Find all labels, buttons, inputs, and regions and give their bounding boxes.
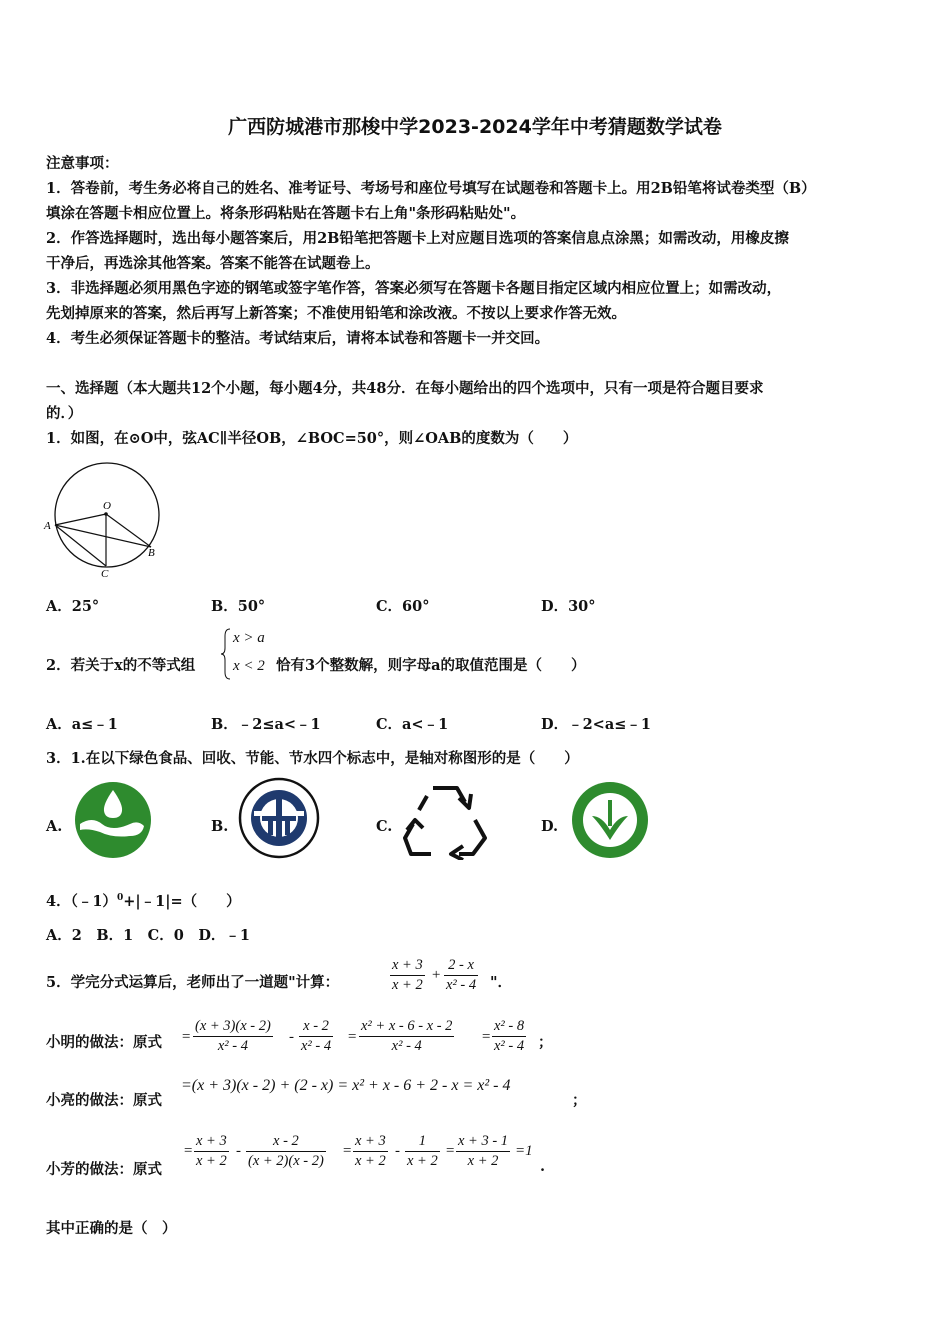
option-d: D. xyxy=(541,818,559,835)
notice-line: 3．非选择题必须用黑色字迹的钢笔或签字笔作答，答案必须写在答题卡各题目指定区域内相应位置上；如需改动， xyxy=(46,280,782,297)
label-b: B xyxy=(148,547,155,559)
plus-sign: + xyxy=(431,967,442,983)
option-b: B．50° xyxy=(211,598,266,615)
option-a: A. xyxy=(46,818,63,835)
notice-line: 先划掉原来的答案，然后再写上新答案；不准使用铅笔和涂改液。不按以上要求作答无效。 xyxy=(46,305,626,322)
question-1-stem: 1．如图，在⊙O中，弦AC∥半径OB，∠BOC=50°，则∠OAB的度数为（ ） xyxy=(46,430,578,447)
xiaoliang-label: 小亮的做法：原式 xyxy=(46,1092,162,1109)
semicolon: ； xyxy=(538,1034,553,1051)
energy-saving-logo-icon xyxy=(238,777,320,859)
equals-sign: = xyxy=(183,1143,194,1159)
question-2-stem-a: 2．若关于x的不等式组 xyxy=(46,657,196,674)
equals-sign: = xyxy=(342,1143,353,1159)
notice-line: 1．答卷前，考生务必将自己的姓名、准考证号、考场号和座位号填写在试题卷和答题卡上。用2B铅笔将试卷类型（B） xyxy=(46,180,816,197)
label-c: C xyxy=(101,568,109,580)
equals-sign: = xyxy=(481,1029,492,1045)
equals-sign: = xyxy=(347,1029,358,1045)
equals-sign: = xyxy=(445,1143,456,1159)
option-b: B. xyxy=(211,818,229,835)
notice-line: 2．作答选择题时，选出每小题答案后，用2B铅笔把答题卡上对应题目选项的答案信息点涂黑；如需改动，用橡皮擦 xyxy=(46,230,789,247)
minus-sign: - xyxy=(236,1143,241,1159)
minus-sign: - xyxy=(395,1143,400,1159)
result: =1 xyxy=(515,1143,533,1159)
period: . xyxy=(540,1158,546,1175)
xiaoming-label: 小明的做法：原式 xyxy=(46,1034,162,1051)
question-5-stem-b: "． xyxy=(490,974,513,991)
xiaofang-label: 小芳的做法：原式 xyxy=(46,1161,162,1178)
fraction: $\frac{x - 2}{(x + 2)(x - 2)}$ xyxy=(248,1133,324,1169)
option-c: C. xyxy=(376,818,393,835)
option-b: B．﹣2≤a<﹣1 xyxy=(211,716,321,733)
fraction: $\frac{\text{x² + x - 6 - x - 2}}{\text{x² - 4}}$ xyxy=(361,1018,453,1054)
notice-line: 填涂在答题卡相应位置上。将条形码粘贴在答题卡右上角"条形码粘贴处"。 xyxy=(46,205,526,222)
fraction: $\frac{x + 3}{x + 2}$ xyxy=(392,957,423,993)
option-d: D．﹣2<a≤﹣1 xyxy=(541,716,651,733)
water-saving-logo-icon xyxy=(72,780,154,860)
fraction: $\frac{(x + 3)(x - 2)}{\text{x² - 4}}$ xyxy=(195,1018,271,1054)
fraction: $\frac{2 - x}{\text{x² - 4}}$ xyxy=(446,957,477,993)
section-heading: 一、选择题（本大题共12个小题，每小题4分，共48分．在每小题给出的四个选项中，只有一项是符合题目要求 xyxy=(46,380,764,397)
question-4-stem xyxy=(46,890,241,911)
question-5-ask: 其中正确的是（ ） xyxy=(46,1220,177,1237)
recycle-logo-icon xyxy=(403,780,487,860)
q4-part-a: 4．（﹣1） xyxy=(46,893,117,910)
fraction: $\frac{x + 3}{x + 2}$ xyxy=(355,1133,386,1169)
option-c: C．a<﹣1 xyxy=(376,716,449,733)
label-o: O xyxy=(103,500,111,512)
fraction: $\frac{1}{x + 2}$ xyxy=(407,1133,438,1169)
option-c: C．60° xyxy=(376,598,430,615)
circle-figure xyxy=(42,455,172,580)
notice-line: 干净后，再选涂其他答案。答案不能答在试题卷上。 xyxy=(46,255,380,272)
semicolon: ； xyxy=(572,1092,587,1109)
equals-sign: = xyxy=(181,1029,192,1045)
question-2-stem-b: 恰有3个整数解，则字母a的取值范围是（ ） xyxy=(276,657,586,674)
xiaoliang-expression: =(x + 3)(x - 2) + (2 - x) = x² + x - 6 + 2 - x = x² - 4 xyxy=(181,1077,511,1094)
notice-line: 4．考生必须保证答题卡的整洁。考试结束后，请将本试卷和答题卡一并交回。 xyxy=(46,330,550,347)
option-a: A．25° xyxy=(46,598,100,615)
label-a: A xyxy=(44,520,51,532)
question-5-stem-a: 5．学完分式运算后，老师出了一道题"计算： xyxy=(46,974,340,991)
fraction: $\frac{x + 3 - 1}{x + 2}$ xyxy=(458,1133,509,1169)
section-heading: 的．） xyxy=(46,405,83,422)
fraction: $\frac{x - 2}{\text{x² - 4}}$ xyxy=(301,1018,332,1054)
question-3-stem: 3．1.在以下绿色食品、回收、节能、节水四个标志中，是轴对称图形的是（ ） xyxy=(46,750,579,767)
system-line-1: x > a xyxy=(233,630,265,646)
brace-icon xyxy=(221,628,231,680)
fraction: $\frac{\text{x² - 8}}{\text{x² - 4}}$ xyxy=(494,1018,525,1054)
question-4-options: A．2 B．1 C．0 D．﹣1 xyxy=(46,927,250,944)
q4-part-b: +|﹣1|=（ ） xyxy=(123,893,241,910)
page-title: 广西防城港市那梭中学2023-2024学年中考猜题数学试卷 xyxy=(228,116,722,138)
minus-sign: - xyxy=(289,1029,294,1045)
fraction: $\frac{x + 3}{x + 2}$ xyxy=(196,1133,227,1169)
option-d: D．30° xyxy=(541,598,596,615)
system-line-2: x < 2 xyxy=(233,658,265,674)
green-food-logo-icon xyxy=(568,780,652,860)
option-a: A．a≤﹣1 xyxy=(46,716,118,733)
notice-heading: 注意事项： xyxy=(46,155,119,172)
q4-exponent: 0 xyxy=(116,893,124,904)
